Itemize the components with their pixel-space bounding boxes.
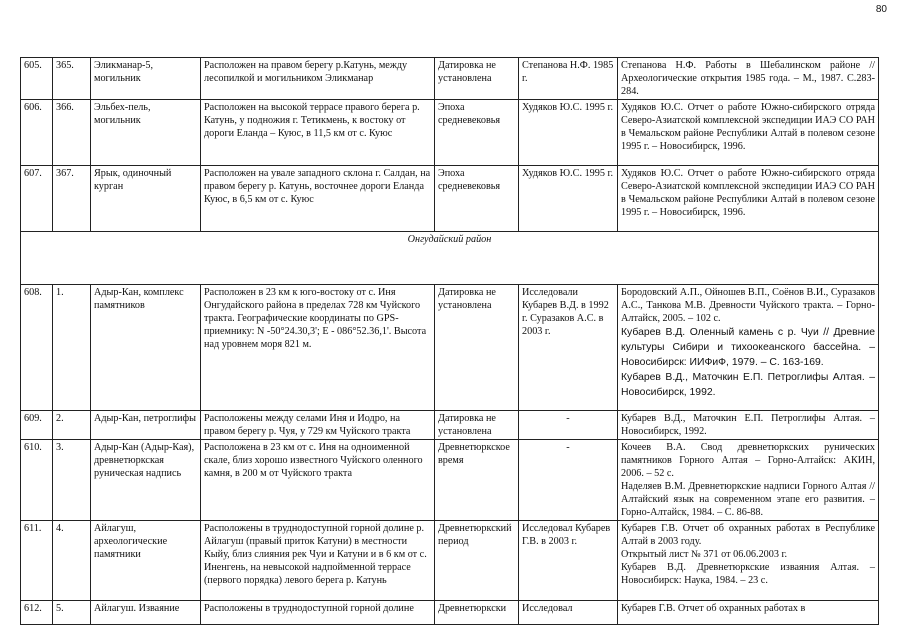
monument-dating: Датировка не установлена (435, 285, 519, 411)
monument-researcher: - (519, 440, 618, 521)
monument-location: Расположены в труднодоступной горной долине (201, 601, 435, 625)
row-number: 612. (21, 601, 53, 625)
district-index: 3. (53, 440, 91, 521)
row-number: 609. (21, 411, 53, 440)
monument-location: Расположен на высокой террасе правого берега р. Катунь, у подножия г. Тетикмень, к востоку от дороги Еланда – Куюс, в 11,5 км от с. Куюс (201, 100, 435, 166)
monument-location: Расположен на увале западного склона г. Салдан, на правом берегу р. Катунь, восточнее дороги Еланда Куюс, в 6,5 км от с. Куюс (201, 166, 435, 232)
monument-dating: Древнетюркское время (435, 440, 519, 521)
table-row (21, 601, 879, 625)
monument-name: Ярык, одиночный курган (91, 166, 201, 232)
district-index: 1. (53, 285, 91, 411)
monument-dating: Датировка не установлена (435, 411, 519, 440)
table-row (21, 285, 879, 411)
district-index: 365. (53, 58, 91, 100)
region-title: Онгудайский район (21, 232, 879, 285)
monument-literature: Худяков Ю.С. Отчет о работе Южно-сибирского отряда Северо-Азиатской комплексной экспедиции ИАЭ СО РАН в Чемальском районе Республики Алтай в полевом сезоне 1995 г. – Новосибирск, 1996. (618, 166, 879, 232)
monument-name: Айлагуш, археологические памятники (91, 521, 201, 601)
monument-name: Адыр-Кан, петроглифы (91, 411, 201, 440)
monument-location: Расположена в 23 км от с. Иня на одноименной скале, близ хорошо известного Чуйского оленного камня, в 200 м от Чуйского тракта (201, 440, 435, 521)
row-number: 605. (21, 58, 53, 100)
table-row (21, 166, 879, 232)
monument-location: Расположен в 23 км к юго-востоку от с. Иня Онгудайского района в пределах 728 км Чуйского тракта. Географические координаты по GPS-приемнику: N -50°24.30,3'; E - 086°52.36,1'. Высота над уровнем моря 821 м. (201, 285, 435, 411)
monument-dating: Древнетюркски (435, 601, 519, 625)
region-header-row (21, 232, 879, 285)
literature-entry: Кубарев В.Д. Древнетюркские изваяния Алтая. – Новосибирск: Наука, 1984. – 23 с. (621, 562, 875, 586)
monuments-register-table (20, 57, 879, 625)
monument-name: Адыр-Кан (Адыр-Кая), древнетюркская руническая надпись (91, 440, 201, 521)
literature-entry: Бородовский А.П., Ойношев В.П., Соёнов В.И., Суразаков А.С., Танкова М.В. Древности Чуйского тракта. – Горно-Алтайск, 2005. – 102 с. (621, 287, 875, 324)
monument-literature (618, 440, 879, 521)
literature-entry: Кочеев В.А. Свод древнетюркских рунических памятников Горного Алтая – Горно-Алтайск: АКИН, 2006. – 52 с. (621, 442, 875, 479)
row-number: 607. (21, 166, 53, 232)
monument-name: Эликманар-5, могильник (91, 58, 201, 100)
district-index: 5. (53, 601, 91, 625)
literature-entry: Кубарев В.Д. Оленный камень с р. Чуи // Древние культуры Сибири и тихоокеанского бассейна. – Новосибирск: ИИФиФ, 1979. – С. 163-169. (621, 327, 875, 368)
literature-entry: Кубарев Г.В. Отчет об охранных работах в Республике Алтай в 2003 году. (621, 523, 875, 547)
monument-location: Расположен на правом берегу р.Катунь, между лесопилкой и могильником Эликманар (201, 58, 435, 100)
literature-entry: Кубарев В.Д., Маточкин Е.П. Петроглифы Алтая. – Новосибирск, 1992. (621, 372, 875, 398)
table-row (21, 411, 879, 440)
district-index: 2. (53, 411, 91, 440)
literature-entry: Наделяев В.М. Древнетюркские надписи Горного Алтая // Алтайский язык на современном этапе его развития. – Горно-Алтайск, 1984. – С. 86-88. (621, 481, 875, 518)
monument-researcher: - (519, 411, 618, 440)
monument-literature: Степанова Н.Ф. Работы в Шебалинском районе //Археологические открытия 1985 года. – М., 1987. С.283-284. (618, 58, 879, 100)
district-index: 366. (53, 100, 91, 166)
row-number: 606. (21, 100, 53, 166)
row-number: 610. (21, 440, 53, 521)
literature-entry: Открытый лист № 371 от 06.06.2003 г. (621, 549, 788, 560)
monument-name: Адыр-Кан, комплекс памятников (91, 285, 201, 411)
monument-dating: Древнетюркский период (435, 521, 519, 601)
monument-researcher: Исследовали Кубарев В.Д. в 1992 г. Суразаков А.С. в 2003 г. (519, 285, 618, 411)
table-row (21, 440, 879, 521)
table-row (21, 58, 879, 100)
table-row (21, 100, 879, 166)
monument-location: Расположены между селами Иня и Иодро, на правом берегу р. Чуя, у 729 км Чуйского тракта (201, 411, 435, 440)
page-number: 80 (875, 4, 887, 15)
monument-researcher: Худяков Ю.С. 1995 г. (519, 166, 618, 232)
district-index: 367. (53, 166, 91, 232)
monument-location: Расположены в труднодоступной горной долине р. Айлагуш (правый приток Катуни) в местности Кыйу, близ слияния рек Чуи и Катуни и в 6 км от с. Иненгень, на невысокой надпойменной террасе (первого порядка) левого берега р. Катунь (201, 521, 435, 601)
monument-literature (618, 285, 879, 411)
monument-researcher: Исследовал Кубарев Г.В. в 2003 г. (519, 521, 618, 601)
monument-literature (618, 521, 879, 601)
monument-researcher: Степанова Н.Ф. 1985 г. (519, 58, 618, 100)
district-index: 4. (53, 521, 91, 601)
row-number: 611. (21, 521, 53, 601)
table-row (21, 521, 879, 601)
monument-name: Эльбех-пель, могильник (91, 100, 201, 166)
row-number: 608. (21, 285, 53, 411)
monument-researcher: Исследовал (519, 601, 618, 625)
monument-dating: Эпоха средневековья (435, 166, 519, 232)
monument-literature: Кубарев Г.В. Отчет об охранных работах в (618, 601, 879, 625)
monument-researcher: Худяков Ю.С. 1995 г. (519, 100, 618, 166)
monument-dating: Датировка не установлена (435, 58, 519, 100)
monument-literature: Худяков Ю.С. Отчет о работе Южно-сибирского отряда Северо-Азиатской комплексной экспедиции ИАЭ СО РАН в Чемальском районе Республики Алтай в полевом сезоне 1995 г. – Новосибирск, 1996. (618, 100, 879, 166)
monument-literature: Кубарев В.Д., Маточкин Е.П. Петроглифы Алтая. – Новосибирск, 1992. (618, 411, 879, 440)
monument-dating: Эпоха средневековья (435, 100, 519, 166)
monument-name: Айлагуш. Изваяние (91, 601, 201, 625)
